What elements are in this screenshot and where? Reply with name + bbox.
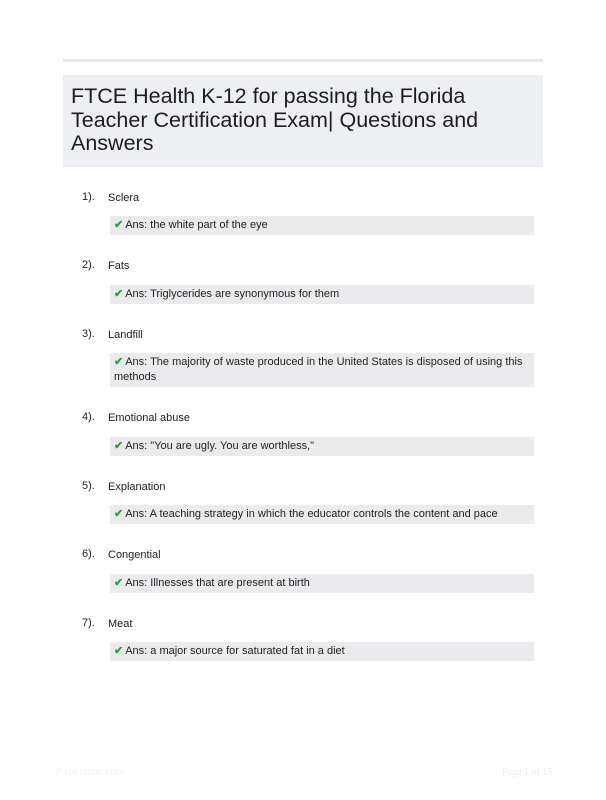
check-icon: ✔ [114, 356, 124, 368]
answer-text: Ans: a major source for saturated fat in a diet [125, 645, 345, 657]
question-text: Meat [108, 618, 133, 630]
question-text: Sclera [108, 192, 140, 204]
answer-box [110, 216, 534, 235]
question-number: 1). [82, 191, 95, 203]
check-icon: ✔ [114, 219, 124, 231]
answer-box [110, 574, 534, 593]
answer-box [110, 505, 534, 524]
document-title: FTCE Health K-12 for passing the Florida Teacher Certification Exam| Questions and Answers [71, 84, 479, 155]
answer-text: Ans: Illnesses that are present at birth [125, 577, 310, 589]
check-icon: ✔ [114, 508, 124, 520]
answer-box [110, 285, 534, 304]
answer-box [110, 642, 534, 661]
check-icon: ✔ [114, 577, 124, 589]
question-number: 5). [82, 480, 95, 492]
question-number: 3). [82, 328, 95, 340]
answer-text: Ans: the white part of the eye [125, 219, 268, 231]
question-text: Congential [108, 549, 161, 561]
answer-text: Ans: A teaching strategy in which the educator controls the content and pace [125, 508, 498, 520]
check-icon: ✔ [114, 645, 124, 657]
answer-box [110, 437, 534, 456]
question-number: 7). [82, 617, 95, 629]
footer-watermark: Paperstitic.com [56, 767, 125, 778]
question-text: Fats [108, 260, 130, 272]
check-icon: ✔ [114, 288, 124, 300]
answer-text: Ans: The majority of waste produced in the United States is disposed of using this methods [114, 356, 523, 383]
question-text: Emotional abuse [108, 412, 190, 424]
question-number: 6). [82, 548, 95, 560]
answer-text: Ans: Triglycerides are synonymous for them [125, 288, 340, 300]
question-text: Landfill [108, 329, 143, 341]
answer-box [110, 353, 534, 387]
title-banner [63, 75, 543, 167]
question-number: 4). [82, 411, 95, 423]
top-divider [63, 59, 543, 62]
question-text: Explanation [108, 481, 166, 493]
page-indicator: Page 1 of 15 [502, 767, 553, 778]
question-number: 2). [82, 259, 95, 271]
answer-text: Ans: "You are ugly. You are worthless," [125, 440, 315, 452]
check-icon: ✔ [114, 440, 124, 452]
